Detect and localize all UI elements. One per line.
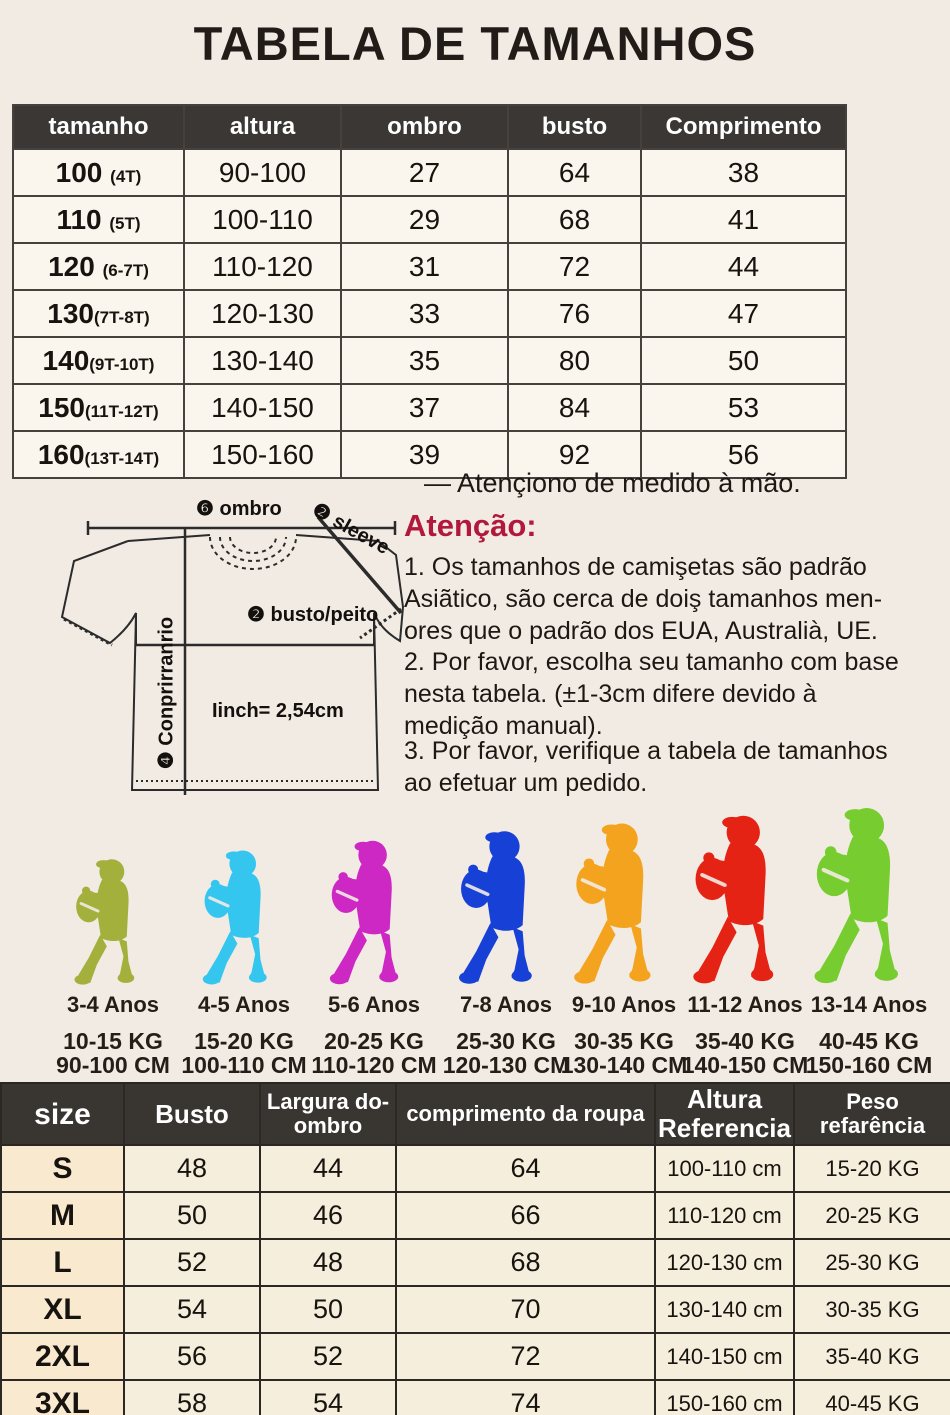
size-value: 140 — [42, 344, 90, 376]
busto-label: ❷ busto/peito — [247, 604, 379, 626]
size-tag: (11T-12T) — [85, 401, 159, 421]
cell-size — [13, 337, 184, 384]
table-row — [13, 384, 846, 431]
cell-busto: 80 — [508, 337, 641, 384]
cell-busto: 72 — [508, 243, 641, 290]
cell-busto: 92 — [508, 431, 641, 478]
cell-largura: 52 — [260, 1333, 396, 1380]
cell-comprimento: 56 — [641, 431, 846, 478]
size-table-letters — [0, 1082, 950, 1415]
table-row — [1, 1286, 950, 1333]
cell-size — [13, 243, 184, 290]
cell-ombro: 29 — [341, 196, 508, 243]
cell-altura: 110-120 — [184, 243, 341, 290]
cell-busto: 58 — [124, 1380, 260, 1415]
cell-comprimento: 50 — [641, 337, 846, 384]
table-row — [1, 1192, 950, 1239]
cell-comprimento: 41 — [641, 196, 846, 243]
col-header-busto: Busto — [124, 1083, 260, 1145]
size-tag: (5T) — [109, 213, 141, 233]
cell-comprimento: 70 — [396, 1286, 655, 1333]
cell-altura: 120-130 — [184, 290, 341, 337]
weight-label: 20-25 KG — [324, 1028, 424, 1054]
note-line: nesta tabela. (±1-3cm difere devido à — [404, 680, 817, 708]
size-tag: (6-7T) — [102, 260, 149, 280]
size-value: 160 — [37, 438, 85, 470]
note-line: 3. Por favor, verifique a tabela de tamanhos — [404, 737, 888, 765]
child-silhouette-11-12 — [690, 810, 801, 988]
table-row — [1, 1239, 950, 1286]
height-label: 150-160 CM — [805, 1052, 933, 1078]
cell-altura: 100-110 cm — [655, 1145, 794, 1192]
age-label: 4-5 Anos — [197, 992, 291, 1017]
size-tag: (9T-10T) — [89, 354, 155, 374]
col-header-largura: Largura do-ombro — [260, 1083, 396, 1145]
cell-ombro: 33 — [341, 290, 508, 337]
table-row — [1, 1333, 950, 1380]
cell-comprimento: 68 — [396, 1239, 655, 1286]
cell-size: XL — [1, 1286, 124, 1333]
col-header-peso-referencia: Peso refarência — [794, 1083, 950, 1145]
attention-heading: Atenção: — [404, 508, 537, 543]
weight-label: 35-40 KG — [695, 1028, 795, 1054]
weight-label: 30-35 KG — [574, 1028, 674, 1054]
cell-peso: 35-40 KG — [794, 1333, 950, 1380]
col-header-size: size — [1, 1083, 124, 1145]
size-table-cm — [12, 104, 847, 479]
cell-size: 3XL — [1, 1380, 124, 1415]
cell-altura: 140-150 — [184, 384, 341, 431]
cell-comprimento: 74 — [396, 1380, 655, 1415]
height-label: 90-100 CM — [56, 1052, 170, 1078]
attention-note-1 — [404, 551, 949, 647]
cell-ombro: 39 — [341, 431, 508, 478]
cell-comprimento: 64 — [396, 1145, 655, 1192]
table-row — [1, 1380, 950, 1415]
child-silhouette-3-4 — [72, 855, 155, 988]
cell-busto: 68 — [508, 196, 641, 243]
cell-altura: 140-150 cm — [655, 1333, 794, 1380]
cell-altura: 120-130 cm — [655, 1239, 794, 1286]
hand-measure-note: — Atençiono de medido à mão. — [424, 468, 801, 498]
age-label: 9-10 Anos — [571, 992, 677, 1017]
cell-peso: 20-25 KG — [794, 1192, 950, 1239]
table-row — [13, 243, 846, 290]
cell-size — [13, 384, 184, 431]
col-header-altura-referencia: Altura Referencia — [655, 1083, 794, 1145]
weight-label: 15-20 KG — [194, 1028, 294, 1054]
child-silhouette-7-8 — [456, 826, 557, 988]
cell-altura: 130-140 — [184, 337, 341, 384]
col-header-busto: busto — [508, 105, 641, 149]
table-header-row — [13, 105, 846, 149]
age-label: 11-12 Anos — [687, 992, 803, 1017]
note-line: 2. Por favor, escolha seu tamanho com base — [404, 648, 899, 676]
size-value: 110 — [56, 203, 102, 235]
cell-peso: 40-45 KG — [794, 1380, 950, 1415]
age-label: 7-8 Anos — [459, 992, 553, 1017]
cell-size — [13, 149, 184, 196]
inch-conversion-note: Iinch= 2,54cm — [212, 700, 344, 722]
table-row — [13, 337, 846, 384]
cell-ombro: 37 — [341, 384, 508, 431]
size-value: 130 — [47, 297, 94, 329]
table-row — [13, 196, 846, 243]
size-value: 100 — [55, 156, 103, 188]
cell-busto: 64 — [508, 149, 641, 196]
cell-size: S — [1, 1145, 124, 1192]
collar-arcs — [210, 537, 296, 569]
cell-busto: 52 — [124, 1239, 260, 1286]
col-header-tamanho: tamanho — [13, 105, 184, 149]
note-line: ao efetuar um pedido. — [404, 769, 648, 797]
cell-comprimento: 66 — [396, 1192, 655, 1239]
cell-largura: 54 — [260, 1380, 396, 1415]
table-header-row — [1, 1083, 950, 1145]
cell-busto: 50 — [124, 1192, 260, 1239]
size-tag: (4T) — [110, 166, 142, 186]
cell-ombro: 27 — [341, 149, 508, 196]
cell-peso: 15-20 KG — [794, 1145, 950, 1192]
table-row — [13, 149, 846, 196]
attention-note-3 — [404, 735, 949, 799]
sleeve-label: ❷ sleeve — [308, 498, 394, 560]
cell-comprimento: 38 — [641, 149, 846, 196]
child-silhouette-13-14 — [811, 802, 927, 988]
cell-altura: 110-120 cm — [655, 1192, 794, 1239]
cell-peso: 25-30 KG — [794, 1239, 950, 1286]
note-line: ores que o padrão dos EUA, Australià, UE. — [404, 617, 878, 645]
note-line: 1. Os tamanhos de camişetas são padrão — [404, 553, 867, 581]
cell-comprimento: 72 — [396, 1333, 655, 1380]
height-label: 100-110 CM — [181, 1052, 307, 1078]
cell-busto: 48 — [124, 1145, 260, 1192]
child-silhouette-9-10 — [571, 818, 677, 988]
cell-comprimento: 53 — [641, 384, 846, 431]
ombro-label: ❻ ombro — [196, 498, 282, 520]
col-header-ombro: ombro — [341, 105, 508, 149]
age-label: 3-4 Anos — [66, 992, 160, 1017]
cell-comprimento: 44 — [641, 243, 846, 290]
cell-peso: 30-35 KG — [794, 1286, 950, 1333]
cell-largura: 44 — [260, 1145, 396, 1192]
cell-busto: 76 — [508, 290, 641, 337]
cell-busto: 84 — [508, 384, 641, 431]
cell-size — [13, 431, 184, 478]
cell-ombro: 31 — [341, 243, 508, 290]
table-row — [13, 290, 846, 337]
cell-altura: 150-160 — [184, 431, 341, 478]
age-label: 13-14 Anos — [810, 992, 928, 1017]
cell-largura: 48 — [260, 1239, 396, 1286]
cell-size: L — [1, 1239, 124, 1286]
comprimento-label: ❹ Conprirranrio — [155, 616, 178, 770]
cell-altura: 150-160 cm — [655, 1380, 794, 1415]
weight-label: 40-45 KG — [819, 1028, 919, 1054]
height-label: 140-150 CM — [681, 1052, 809, 1078]
cell-altura: 130-140 cm — [655, 1286, 794, 1333]
tshirt-outline — [62, 535, 403, 790]
note-line: Asiãtico, são cerca de doiş tamanhos men- — [404, 585, 883, 613]
cell-busto: 54 — [124, 1286, 260, 1333]
col-header-altura: altura — [184, 105, 341, 149]
cell-largura: 46 — [260, 1192, 396, 1239]
page-title: TABELA DE TAMANHOS — [193, 17, 757, 70]
cell-altura: 90-100 — [184, 149, 341, 196]
cell-size: M — [1, 1192, 124, 1239]
size-value: 150 — [38, 391, 85, 423]
cell-busto: 56 — [124, 1333, 260, 1380]
size-tag: (13T-14T) — [84, 448, 160, 468]
size-tag: (7T-8T) — [93, 307, 150, 327]
cell-size: 2XL — [1, 1333, 124, 1380]
weight-label: 10-15 KG — [63, 1028, 163, 1054]
cell-altura: 100-110 — [184, 196, 341, 243]
height-label: 120-130 CM — [442, 1052, 570, 1078]
col-header-comprimento: Comprimento — [641, 105, 846, 149]
table-row — [1, 1145, 950, 1192]
weight-label: 25-30 KG — [456, 1028, 556, 1054]
height-label: 130-140 CM — [560, 1052, 688, 1078]
cell-size — [13, 196, 184, 243]
height-label: 110-120 CM — [311, 1052, 437, 1078]
note-line: medição manual). — [404, 712, 603, 740]
child-silhouette-5-6 — [327, 836, 422, 988]
child-silhouette-4-5 — [200, 846, 289, 988]
size-value: 120 — [48, 250, 95, 282]
age-label: 5-6 Anos — [327, 992, 421, 1017]
attention-note-2 — [404, 646, 949, 742]
cell-comprimento: 47 — [641, 290, 846, 337]
cell-ombro: 35 — [341, 337, 508, 384]
col-header-comprimento-roupa: comprimento da roupa — [396, 1083, 655, 1145]
cell-size — [13, 290, 184, 337]
cell-largura: 50 — [260, 1286, 396, 1333]
